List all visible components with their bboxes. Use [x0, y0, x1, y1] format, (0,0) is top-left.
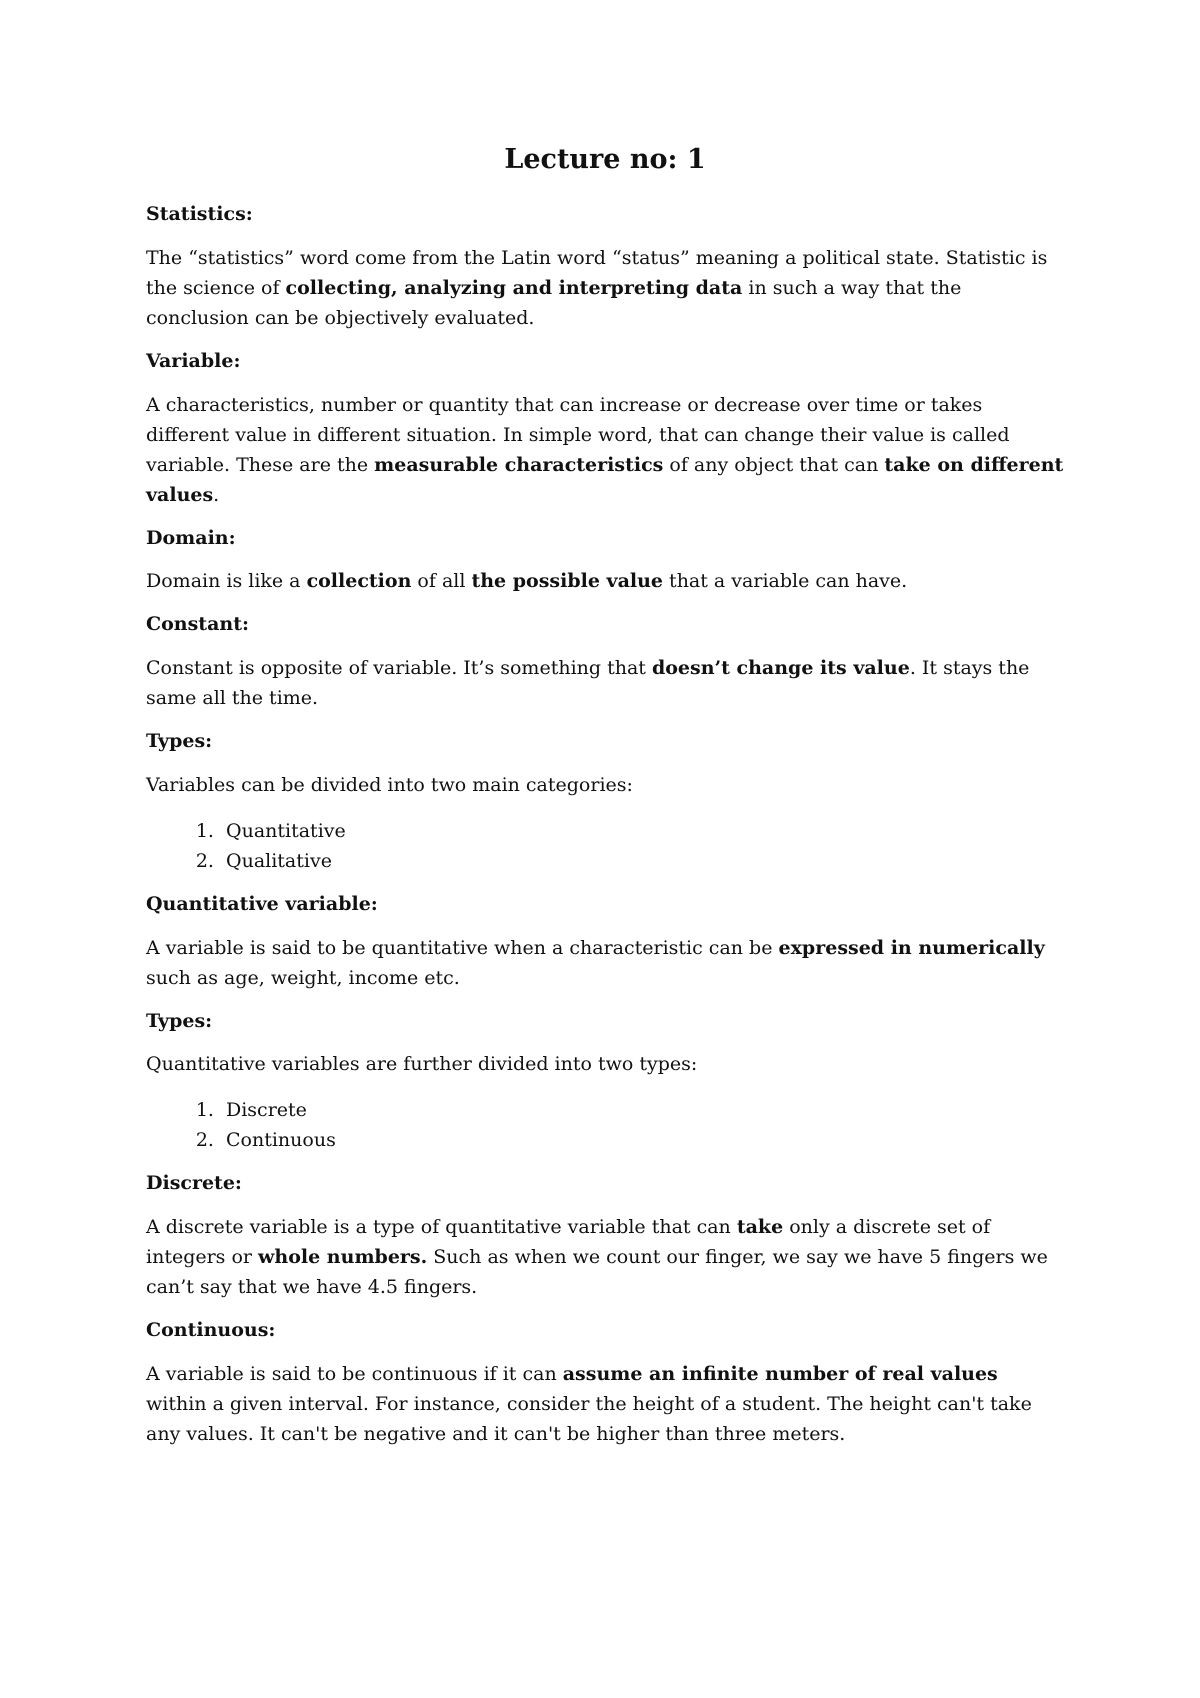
heading-variable: Variable:	[146, 350, 241, 373]
variable-categories-list	[146, 816, 1064, 876]
bold-run: expressed in numerically	[778, 936, 1045, 959]
heading-statistics: Statistics:	[146, 203, 253, 226]
heading-types-quantitative: Types:	[146, 1009, 213, 1032]
list-item: 2. Qualitative	[220, 846, 1064, 876]
bold-run: collection	[306, 570, 412, 593]
text-run: such as age, weight, income etc.	[146, 966, 460, 989]
bold-run: assume an infinite number of real values	[562, 1362, 998, 1385]
text-run: A variable is said to be quantitative when a characteristic can be	[146, 936, 779, 959]
paragraph-discrete	[146, 1212, 1064, 1302]
bold-run: the possible value	[471, 570, 664, 593]
text-run: .	[213, 483, 220, 506]
bold-run: measurable characteristics	[374, 453, 664, 476]
paragraph-types: Variables can be divided into two main categories:	[146, 773, 633, 796]
paragraph-domain	[146, 566, 1064, 596]
paragraph-statistics	[146, 243, 1064, 333]
page-title: Lecture no: 1	[504, 144, 706, 175]
text-run: of any object that can	[663, 453, 885, 476]
text-run: that a variable can have.	[663, 570, 908, 593]
heading-domain: Domain:	[146, 526, 236, 549]
bold-run: whole numbers.	[258, 1245, 428, 1268]
text-run: Domain is like a	[146, 570, 307, 593]
text-run: A variable is said to be continuous if it can	[146, 1362, 563, 1385]
bold-run: doesn’t change its value	[651, 657, 910, 680]
bold-run: collecting, analyzing and interpreting data	[285, 277, 743, 300]
paragraph-constant	[146, 653, 1064, 713]
heading-constant: Constant:	[146, 613, 249, 636]
text-run: within a given interval. For instance, consider the height of a student. The height can't take any values. It can't be negative and it can't be higher than three meters.	[146, 1392, 1032, 1445]
heading-discrete: Discrete:	[146, 1172, 242, 1195]
bold-run: take on different values	[146, 453, 1064, 506]
text-run: Constant is opposite of variable. It’s something that	[146, 657, 652, 680]
text-run: . It stays the same all the time.	[146, 657, 1030, 710]
paragraph-variable	[146, 390, 1064, 510]
text-run: only a discrete set of integers or	[146, 1215, 991, 1268]
paragraph-quantitative-variable	[146, 933, 1064, 993]
quantitative-types-list	[146, 1095, 1064, 1155]
heading-quantitative-variable: Quantitative variable:	[146, 892, 378, 915]
text-run: A discrete variable is a type of quantitative variable that can	[146, 1215, 737, 1238]
text-run: in such a way that the conclusion can be objectively evaluated.	[146, 277, 962, 330]
text-run: The “statistics” word come from the Latin word “status” meaning a political state. Statistic is the science of	[146, 247, 1048, 300]
heading-continuous: Continuous:	[146, 1318, 276, 1341]
paragraph-continuous	[146, 1359, 1064, 1449]
list-item: 1. Quantitative	[220, 816, 1064, 846]
bold-run: take	[736, 1215, 784, 1238]
text-run: A characteristics, number or quantity that can increase or decrease over time or takes different value in different situation. In simple word, that can change their value is called variable. These are the	[146, 393, 1010, 476]
text-run: Such as when we count our finger, we say we have 5 fingers we can’t say that we have 4.5 fingers.	[146, 1245, 1048, 1298]
text-run: of all	[411, 570, 472, 593]
paragraph-types-quantitative: Quantitative variables are further divided into two types:	[146, 1053, 698, 1076]
list-item: 2. Continuous	[220, 1125, 1064, 1155]
heading-types: Types:	[146, 730, 213, 753]
list-item: 1. Discrete	[220, 1095, 1064, 1125]
